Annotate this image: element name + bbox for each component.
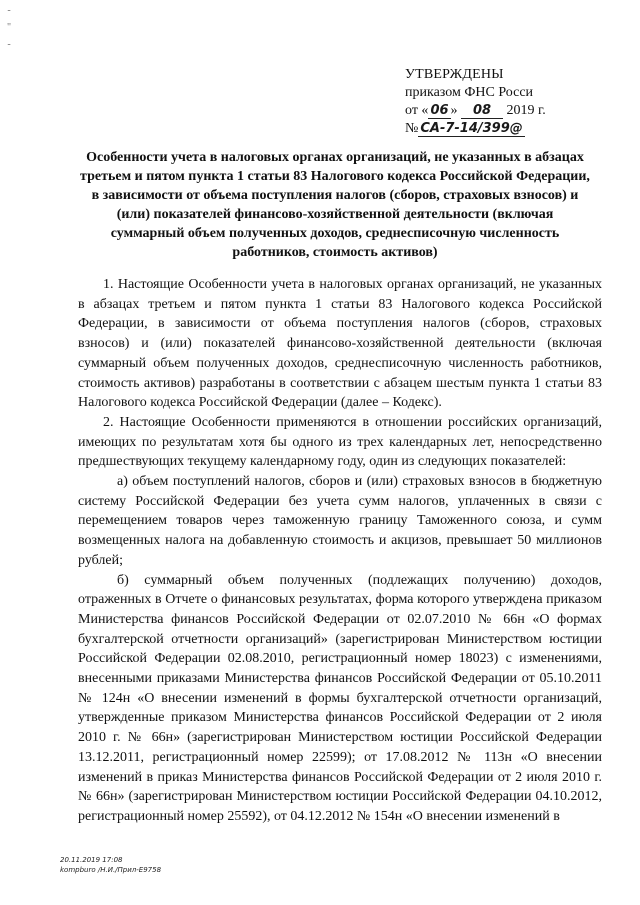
corner-mark: - <box>7 39 11 50</box>
date-mid: » <box>450 103 458 118</box>
approval-date-line <box>405 102 546 120</box>
paragraph-2: 2. Настоящие Особенности применяются в отношении российских организаций, имеющих по результатам хотя бы одного из трех календарных лет, непосредственно предшествующих текущему календарному году, один из следующих показателей: <box>78 414 602 470</box>
corner-mark: - <box>7 5 11 16</box>
approval-title: УТВЕРЖДЕНЫ <box>405 67 504 82</box>
approval-order-line: приказом ФНС Росси <box>405 85 534 100</box>
document-title: Особенности учета в налоговых органах организаций, не указанных в абзацах третьем и пятом пункта 1 статьи 83 Налогового кодекса Российской Федерации, в зависимости от объема поступления налогов (сборов, страховых взносов) и (или) показателей финансово-хозяйственной деятельности (включая суммарный объем полученных доходов, среднесписочную численность работников, стоимость активов) <box>80 150 590 260</box>
date-day-handwritten: 06 <box>430 103 449 118</box>
paragraph-1: 1. Настоящие Особенности учета в налоговых органах организаций, не указанных в абзацах третьем и пятом пункта 1 статьи 83 Налогового кодекса Российской Федерации, в зависимости от объема поступления налогов (сборов, страховых взносов) и (или) показателей финансово-хозяйственной деятельности (включая суммарный объем полученных доходов, среднесписочную численность работников, стоимость активов) разработаны в соответствии с абзацем шестым пункта 1 статьи 83 Налогового кодекса Российской Федерации (далее – Кодекс). <box>78 277 602 411</box>
footer-timestamp: 20.11.2019 17:08 <box>60 856 123 864</box>
date-month-handwritten: 08 <box>461 104 503 119</box>
approval-stamp <box>405 66 546 138</box>
corner-marks <box>3 6 15 57</box>
paragraph-2b: б) суммарный объем полученных (подлежащих получению) доходов, отраженных в Отчете о финансовых результатах, форма которого утверждена приказом Министерства финансов Российской Федерации от 02.07.2010 № 66н «О формах бухгалтерской отчетности организаций» (зарегистрирован Министерством юстиции Российской Федерации 02.08.2010, регистрационный номер 18023) с изменениями, внесенными приказами Министерства финансов Российской Федерации от 05.10.2011 № 124н «О внесении изменений в формы бухгалтерской отчетности организаций, утвержденные приказом Министерства финансов Российской Федерации от 2 июля 2010 г. № 66н» (зарегистрирован Министерством юстиции Российской Федерации 13.12.2011, регистрационный номер 22599); от 17.08.2012 № 113н «О внесении изменений в приказ Министерства финансов Российской Федерации от 2 июля 2010 г. № 66н» (зарегистрирован Министерством юстиции Российской Федерации 04.10.2012, регистрационный номер 25592), от 04.12.2012 № 154н «О внесении изменений в <box>78 572 602 824</box>
date-year: 2019 г. <box>506 103 546 118</box>
footer-author: kompburo /Н.И./Прил-E9758 <box>60 866 162 874</box>
order-number-handwritten: СА-7-14/399@ <box>420 121 523 136</box>
approval-number-line <box>405 120 546 138</box>
corner-mark: " <box>6 22 12 33</box>
document-body <box>78 275 602 827</box>
print-footer <box>60 855 161 875</box>
number-prefix: № <box>405 121 419 136</box>
date-prefix: от « <box>405 103 429 118</box>
paragraph-2a: а) объем поступлений налогов, сборов и (или) страховых взносов в бюджетную систему Российской Федерации без учета сумм налогов, уплаченных в связи с перемещением товаров через таможенную границу Таможенного союза, и сумм возмещенных налога на добавленную стоимость и акцизов, превышает 50 миллионов рублей; <box>78 474 602 568</box>
